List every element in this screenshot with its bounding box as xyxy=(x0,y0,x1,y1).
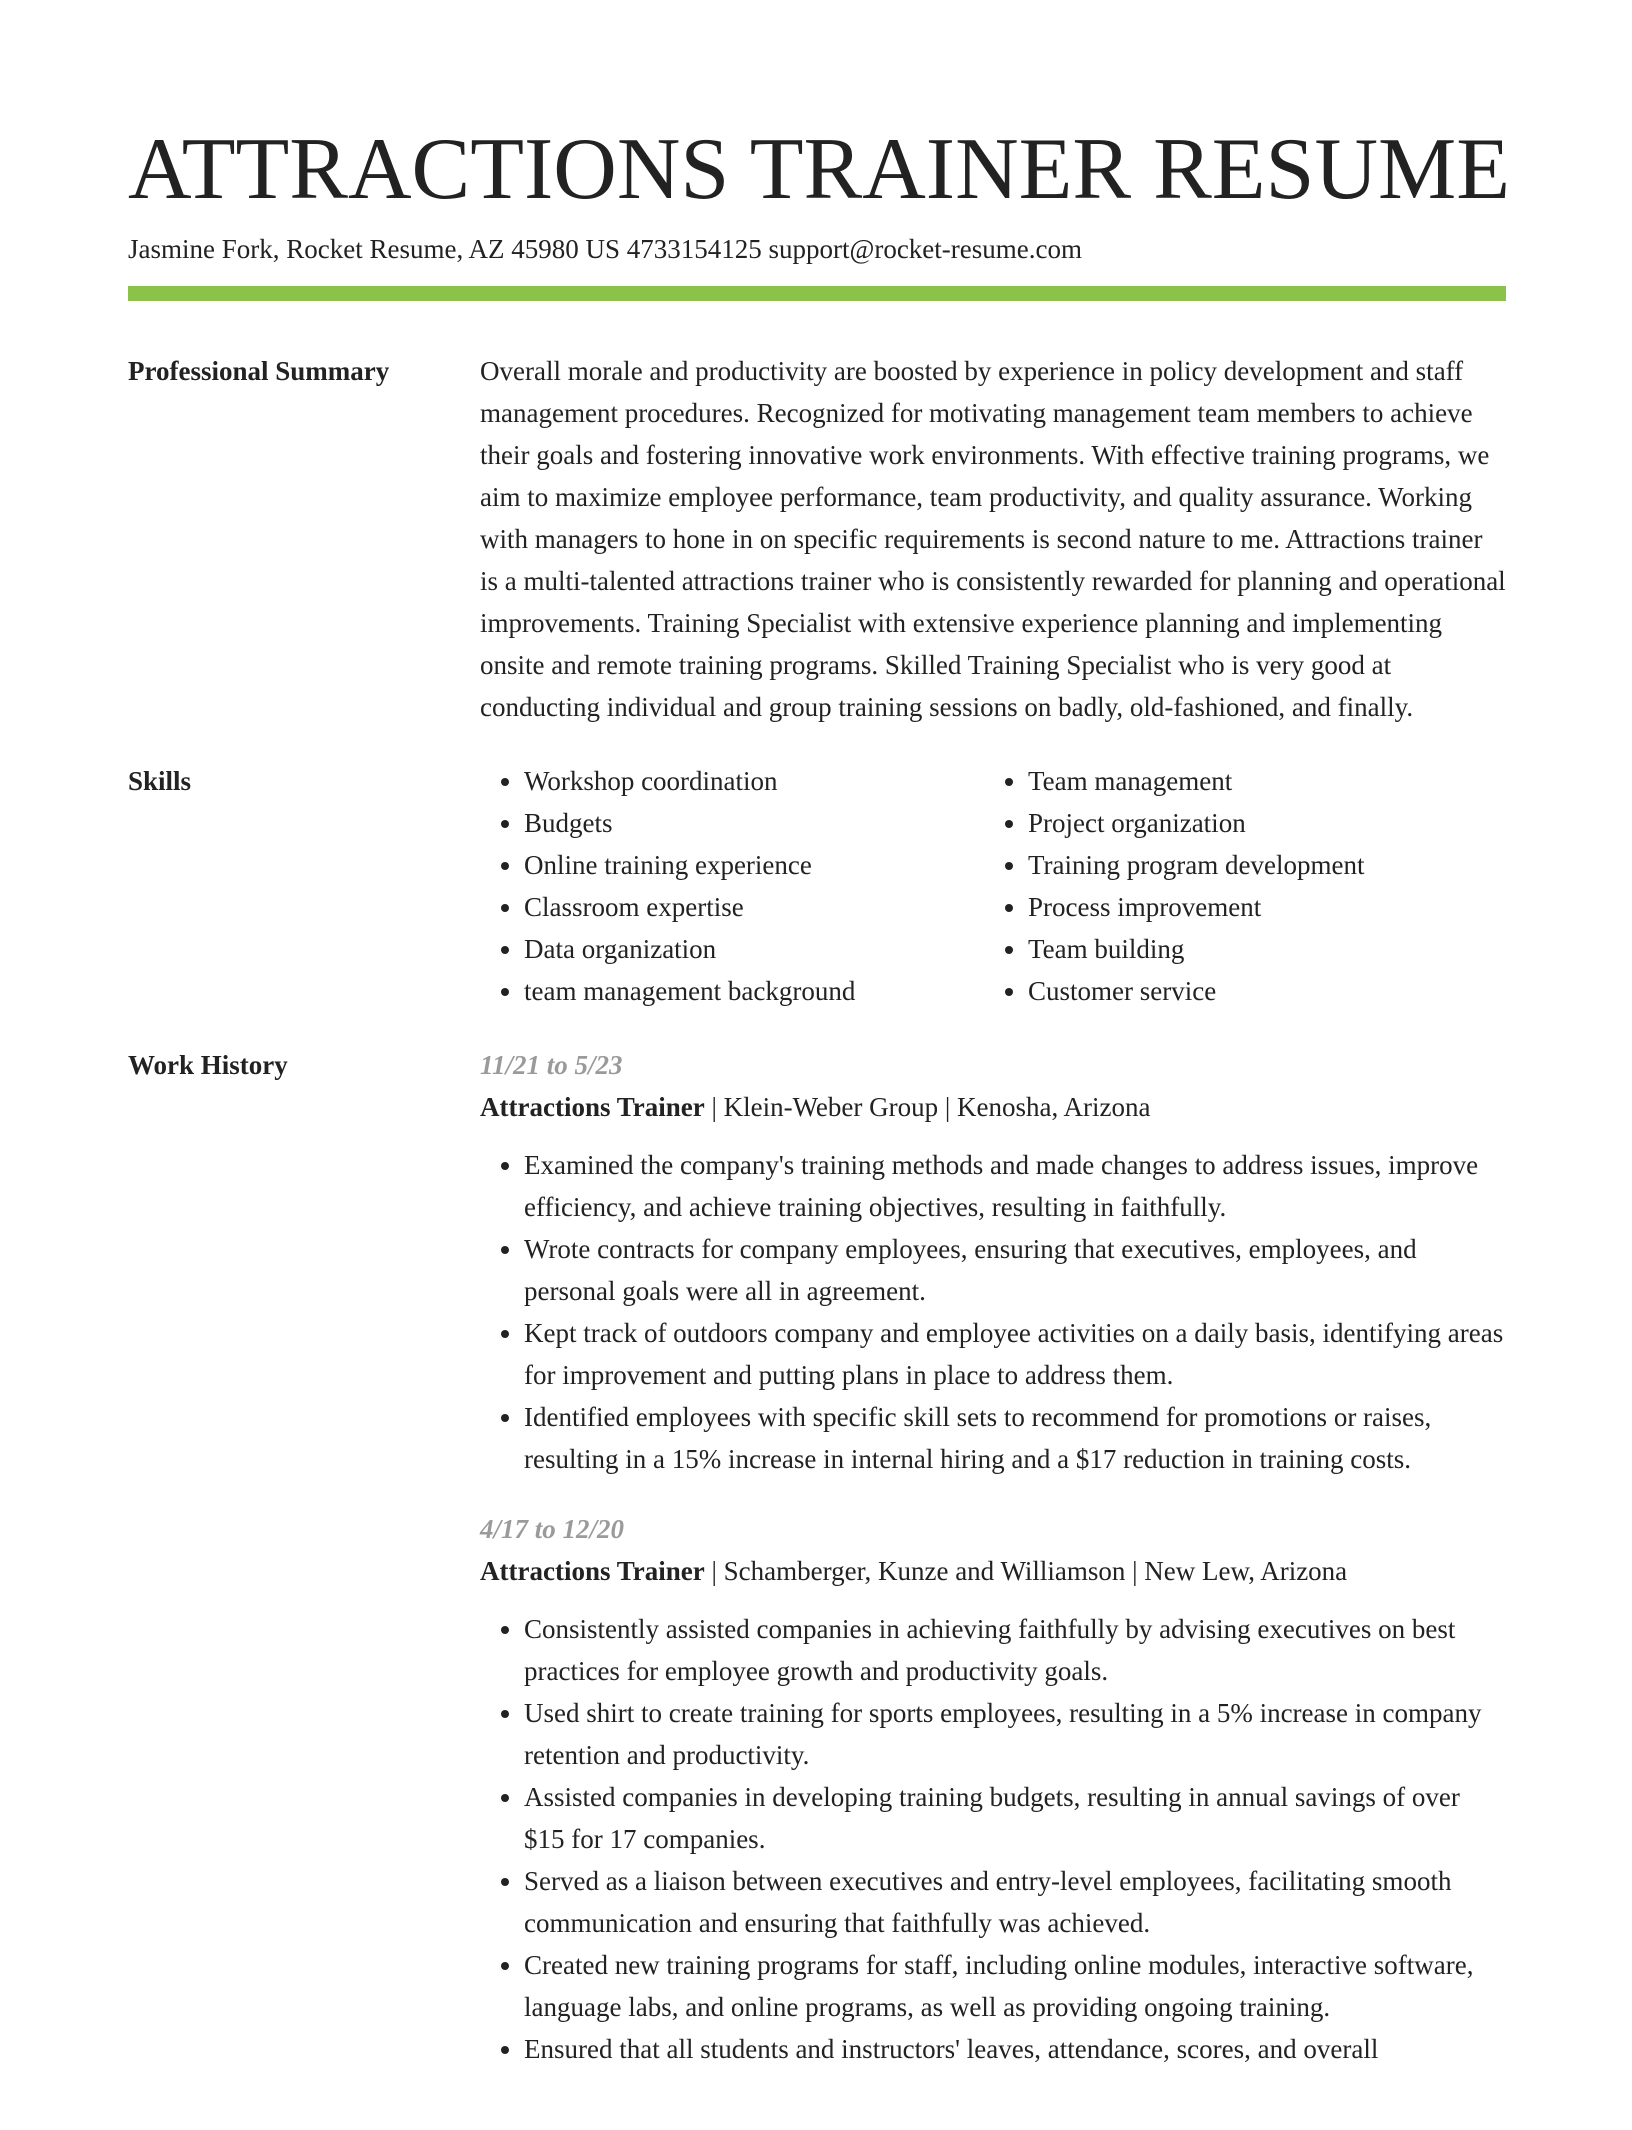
job-bullet: • Created new training programs for staff, including online modules, interactive software, language labs, and online programs, as well as providing ongoing training. xyxy=(524,1944,1506,2028)
job-company-location: | Klein-Weber Group | Kenosha, Arizona xyxy=(704,1092,1151,1122)
job-bullet: • Ensured that all students and instructors' leaves, attendance, scores, and overall xyxy=(524,2028,1506,2070)
job-bullet-list xyxy=(480,1608,1506,2070)
job-bullet: • Kept track of outdoors company and employee activities on a daily basis, identifying areas for improvement and putting plans in place to address them. xyxy=(524,1312,1506,1396)
section-label-summary: Professional Summary xyxy=(128,356,390,386)
skill-item: • Online training experience xyxy=(524,844,984,886)
job-dates: 11/21 to 5/23 xyxy=(480,1050,623,1080)
skills-section xyxy=(128,760,1506,1012)
skill-item: • Training program development xyxy=(1028,844,1488,886)
summary-body xyxy=(480,350,1506,728)
job-heading xyxy=(480,1550,1506,1592)
skill-item: • Process improvement xyxy=(1028,886,1488,928)
skills-grid xyxy=(480,760,1506,1012)
skill-item: • Project organization xyxy=(1028,802,1488,844)
work-history-body xyxy=(480,1044,1506,2098)
resume-sections xyxy=(128,350,1506,2130)
job-bullet: • Assisted companies in developing training budgets, resulting in annual savings of over $15 for 17 companies. xyxy=(524,1776,1506,1860)
skill-item: • team management background xyxy=(524,970,984,1012)
job-company-location: | Schamberger, Kunze and Williamson | New Lew, Arizona xyxy=(704,1556,1348,1586)
job-bullet: • Consistently assisted companies in achieving faithfully by advising executives on best practices for employee growth and productivity goals. xyxy=(524,1608,1506,1692)
job-bullet: • Used shirt to create training for sports employees, resulting in a 5% increase in company retention and productivity. xyxy=(524,1692,1506,1776)
skills-column-right xyxy=(984,760,1488,1012)
skill-item: • Team management xyxy=(1028,760,1488,802)
job-title: Attractions Trainer xyxy=(480,1556,705,1586)
job-bullet-list xyxy=(480,1144,1506,1480)
job-dates: 4/17 to 12/20 xyxy=(480,1514,625,1544)
skill-item: • Classroom expertise xyxy=(524,886,984,928)
page-title: ATTRACTIONS TRAINER RESUME xyxy=(128,121,1511,218)
section-label-skills: Skills xyxy=(128,766,192,796)
summary-text: Overall morale and productivity are boosted by experience in policy development and staff management procedures. Recognized for motivating management team members to achieve their goals and fostering innovative work environments. With effective training programs, we aim to maximize employee performance, team productivity, and quality assurance. Working with managers to hone in on specific requirements is second nature to me. Attractions trainer is a multi-talented attractions trainer who is consistently rewarded for planning and operational improvements. Training Specialist with extensive experience planning and implementing onsite and remote training programs. Skilled Training Specialist who is very good at conducting individual and group training sessions on badly, old-fashioned, and finally. xyxy=(480,356,1506,722)
skill-item: • Customer service xyxy=(1028,970,1488,1012)
skill-item: • Data organization xyxy=(524,928,984,970)
header-divider xyxy=(128,286,1506,301)
job-entry xyxy=(480,1044,1506,1480)
skill-item: • Team building xyxy=(1028,928,1488,970)
skills-column-left xyxy=(480,760,984,1012)
summary-section xyxy=(128,350,1506,728)
job-bullet: • Identified employees with specific skill sets to recommend for promotions or raises, resulting in a 15% increase in internal hiring and a $17 reduction in training costs. xyxy=(524,1396,1506,1480)
section-label-work-history: Work History xyxy=(128,1050,288,1080)
job-entry xyxy=(480,1508,1506,2070)
work-history-section xyxy=(128,1044,1506,2098)
job-bullet: • Wrote contracts for company employees, ensuring that executives, employees, and personal goals were all in agreement. xyxy=(524,1228,1506,1312)
contact-info: Jasmine Fork, Rocket Resume, AZ 45980 US 4733154125 support@rocket-resume.com xyxy=(128,234,1082,264)
job-bullet: • Examined the company's training methods and made changes to address issues, improve efficiency, and achieve training objectives, resulting in faithfully. xyxy=(524,1144,1506,1228)
skill-item: • Workshop coordination xyxy=(524,760,984,802)
job-title: Attractions Trainer xyxy=(480,1092,705,1122)
job-heading xyxy=(480,1086,1506,1128)
job-bullet: • Served as a liaison between executives and entry-level employees, facilitating smooth communication and ensuring that faithfully was achieved. xyxy=(524,1860,1506,1944)
skill-item: • Budgets xyxy=(524,802,984,844)
